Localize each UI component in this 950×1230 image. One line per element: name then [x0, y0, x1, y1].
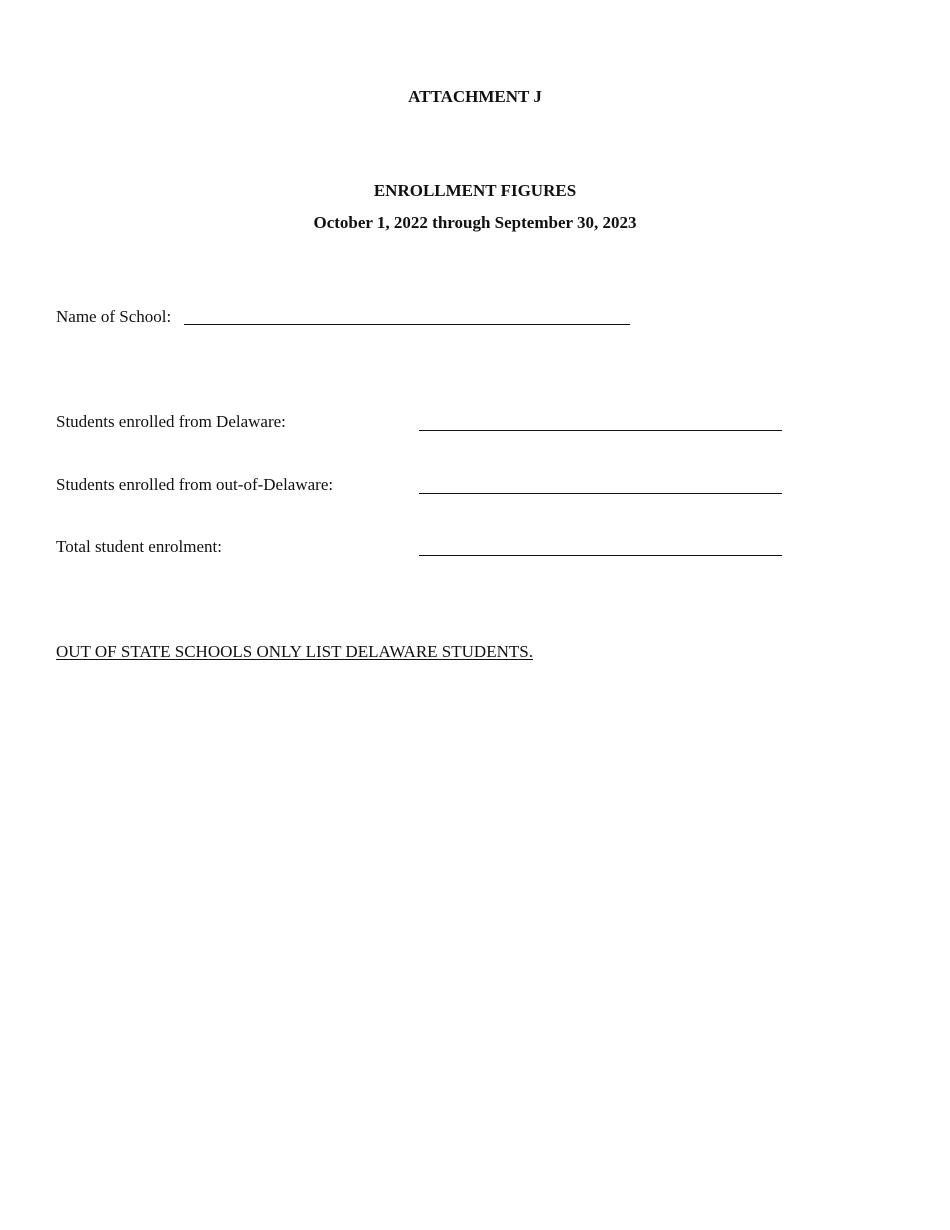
document-heading: ENROLLMENT FIGURES — [373, 181, 577, 200]
delaware-students-label: Students enrolled from Delaware: — [56, 412, 286, 431]
total-enrolment-blank-line — [419, 555, 782, 556]
school-name-blank-line — [184, 324, 630, 325]
out-of-delaware-students-label: Students enrolled from out-of-Delaware: — [56, 475, 334, 494]
out-of-state-notice: OUT OF STATE SCHOOLS ONLY LIST DELAWARE STUDENTS. — [56, 642, 533, 661]
total-enrolment-label: Total student enrolment: — [56, 537, 222, 556]
delaware-students-blank-line — [419, 430, 782, 431]
school-name-label: Name of School: — [56, 307, 172, 326]
reporting-period: October 1, 2022 through September 30, 2023 — [313, 213, 637, 232]
attachment-title: ATTACHMENT J — [408, 87, 542, 106]
out-of-delaware-students-blank-line — [419, 493, 782, 494]
